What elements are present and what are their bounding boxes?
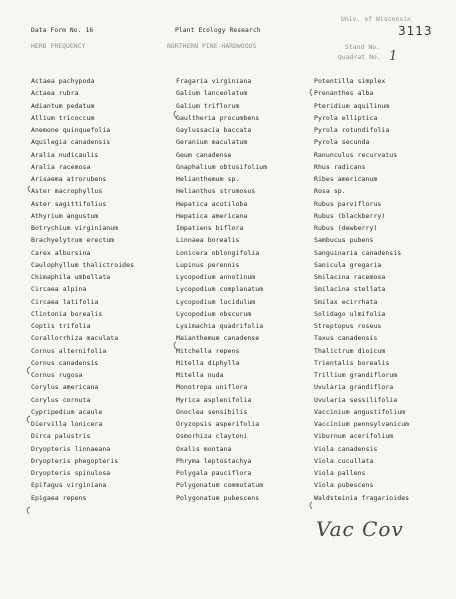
tick-mark	[174, 111, 176, 118]
species-entry: Gaylussacia baccata	[176, 126, 252, 134]
species-entry: Trientalis borealis	[314, 358, 390, 367]
species-entry: Trillium grandiflorum	[314, 371, 398, 379]
species-entry: Potentilla simplex	[314, 77, 386, 85]
species-entry: Viburnum acerifolium	[314, 432, 394, 441]
species-entry: Vaccinium pennsylvanicum	[314, 420, 410, 428]
species-entry: Aralia nudicaulis	[31, 150, 99, 159]
species-entry: Smilacina stellata	[314, 285, 386, 294]
forest-type-heading: NORTHERN PINE-HARDWOODS	[167, 43, 257, 50]
species-entry: Rhus radicans	[314, 162, 366, 171]
species-entry: Dirca palustris	[31, 432, 91, 441]
quadrat-number: 1	[389, 49, 398, 64]
species-entry: Anemone quinquefolia	[31, 126, 111, 134]
species-entry: Pyrola secunda	[314, 138, 370, 147]
species-entry: Dryopteris linnaeana	[31, 444, 111, 453]
species-entry: Cornus alternifolia	[31, 346, 107, 355]
species-entry: Corallorrhiza maculata	[31, 334, 119, 343]
species-entry: Epifagus virginiana	[31, 481, 107, 490]
species-entry: Clintonia borealis	[31, 309, 103, 318]
species-entry: Pyrola elliptica	[314, 113, 378, 122]
species-entry: Thalictrum dioicum	[314, 346, 386, 355]
species-entry: Caulophyllum thalictroides	[31, 260, 135, 269]
tick-mark	[310, 502, 312, 509]
species-entry: Circaea latifolia	[31, 297, 99, 306]
species-entry: Carex albursina	[31, 248, 91, 257]
species-entry: Aralia racemosa	[31, 162, 91, 171]
species-entry: Linnaea borealis	[176, 236, 240, 245]
species-entry: Lonicera oblongifolia	[176, 248, 260, 257]
species-entry: Sanguinaria canadensis	[314, 248, 402, 257]
species-entry: Allium tricoccum	[31, 113, 95, 122]
species-entry: Ranunculus recurvatus	[314, 150, 398, 159]
species-entry: Prenanthes alba	[314, 89, 374, 98]
species-entry: Epigaea repens	[31, 493, 87, 502]
tick-mark	[310, 89, 312, 96]
species-entry: Geranium maculatum	[176, 138, 248, 147]
species-entry: Geum canadense	[176, 150, 232, 159]
species-entry: Coptis trifolia	[31, 322, 91, 330]
species-entry: Aster sagittifolius	[31, 199, 107, 208]
species-entry: Helianthemum sp.	[176, 175, 240, 183]
tick-mark	[27, 416, 30, 423]
species-entry: Hepatica americana	[176, 211, 248, 220]
species-entry: Circaea alpina	[31, 285, 87, 294]
species-entry: Brachyelytrum erectum	[31, 236, 115, 245]
species-entry: Rubus parviflorus	[314, 199, 382, 208]
species-entry: Uvularia grandiflora	[314, 383, 394, 392]
species-entry: Oryzopsis asperifolia	[176, 420, 260, 428]
species-entry: Rubus (blackberry)	[314, 211, 386, 220]
species-entry: Pyrola rotundifolia	[314, 126, 390, 134]
section-heading: HERB FREQUENCY	[31, 43, 86, 50]
tick-mark	[174, 342, 176, 349]
institution: Univ. of Wisconsin	[341, 16, 412, 23]
species-entry: Lycopodium complanatum	[176, 285, 264, 294]
species-entry: Adiantum pedatum	[31, 101, 95, 110]
species-entry: Phryma leptostachya	[176, 456, 252, 465]
species-entry: Smilax ecirrhata	[314, 297, 378, 306]
species-entry: Lycopodium lucidulum	[176, 297, 256, 306]
stand-number: 3113	[398, 24, 433, 38]
species-entry: Sambucus pubens	[314, 236, 374, 245]
species-entry: Lycopodium annotinum	[176, 273, 256, 281]
species-entry: Mitchella repens	[176, 346, 240, 355]
species-entry: Osmorhiza claytoni	[176, 432, 248, 441]
species-entry: Fragaria virginiana	[176, 77, 252, 85]
species-entry: Vaccinium angustifolium	[314, 407, 406, 416]
handwritten-note: Vac Cov	[316, 517, 404, 541]
stand-label: Stand No.	[345, 44, 381, 51]
species-entry: Chimaphila umbellata	[31, 273, 111, 281]
species-entry: Lupinus perennis	[176, 260, 240, 269]
tick-mark	[27, 367, 30, 374]
species-entry: Dryopteris spinulosa	[31, 469, 111, 477]
species-entry: Gaultheria procumbens	[176, 113, 260, 122]
species-entry: Aquilegia canadensis	[31, 138, 111, 147]
species-entry: Oxalis montana	[176, 444, 232, 453]
species-entry: Gnaphalium obtusifolium	[176, 162, 268, 171]
species-entry: Galium triflorum	[176, 101, 240, 110]
species-entry: Corylus cornuta	[31, 395, 91, 404]
species-entry: Helianthus strumosus	[176, 187, 256, 196]
species-entry: Actaea pachypoda	[31, 77, 95, 85]
species-entry: Viola cucullata	[314, 456, 374, 465]
species-entry: Arisaema atrorubens	[31, 175, 107, 183]
form-number: Data Form No. 16	[31, 27, 94, 34]
tick-mark	[28, 186, 30, 192]
species-entry: Polygonatum commutatum	[176, 481, 264, 490]
species-entry: Mitella nuda	[176, 371, 224, 379]
species-entry: Uvularia sessilifolia	[314, 395, 398, 404]
species-entry: Cornus rugosa	[31, 371, 83, 379]
species-entry: Athyrium angustum	[31, 211, 99, 220]
species-entry: Viola pubescens	[314, 481, 374, 490]
species-entry: Mitella diphylla	[176, 358, 240, 367]
species-entry: Pteridium aquilinum	[314, 101, 390, 110]
species-entry: Monotropa uniflora	[176, 383, 248, 392]
species-entry: Cypripedium acaule	[31, 407, 103, 416]
species-entry: Solidago ulmifolia	[314, 309, 386, 318]
species-entry: Viola pallens	[314, 469, 366, 477]
quadrat-label: Quadrat No.	[338, 54, 381, 61]
species-entry: Aster macrophyllus	[31, 187, 103, 196]
species-entry: Cornus canadensis	[31, 358, 99, 367]
species-entry: Myrica asplenifolia	[176, 395, 252, 404]
species-entry: Polygonatum pubescens	[176, 493, 260, 502]
species-entry: Taxus canadensis	[314, 334, 378, 343]
species-entry: Ribes americanum	[314, 175, 378, 183]
form-title: Plant Ecology Research	[175, 27, 261, 34]
tick-mark	[27, 507, 30, 514]
species-entry: Smilacina racemosa	[314, 273, 386, 281]
species-entry: Maianthemum canadense	[176, 334, 260, 343]
species-entry: Actaea rubra	[31, 89, 79, 98]
species-entry: Onoclea sensibilis	[176, 407, 248, 416]
species-entry: Sanicula gregaria	[314, 260, 382, 269]
species-entry: Viola canadensis	[314, 444, 378, 453]
species-entry: Lysimachia quadrifolia	[176, 322, 264, 330]
species-entry: Waldsteinia fragarioides	[314, 493, 410, 502]
species-entry: Hepatica acutiloba	[176, 199, 248, 208]
species-entry: Corylus americana	[31, 383, 99, 392]
species-entry: Diervilla lonicera	[31, 420, 103, 428]
species-entry: Polygala pauciflora	[176, 469, 252, 477]
species-entry: Streptopus roseus	[314, 322, 382, 330]
species-entry: Galium lanceolatum	[176, 89, 248, 98]
species-entry: Dryopteris phegopteris	[31, 456, 119, 465]
species-entry: Lycopodium obscurum	[176, 309, 252, 318]
species-entry: Botrychium virginianum	[31, 224, 119, 232]
species-entry: Rubus (dewberry)	[314, 224, 378, 232]
species-entry: Rosa sp.	[314, 187, 346, 196]
species-entry: Impatiens biflora	[176, 224, 244, 232]
